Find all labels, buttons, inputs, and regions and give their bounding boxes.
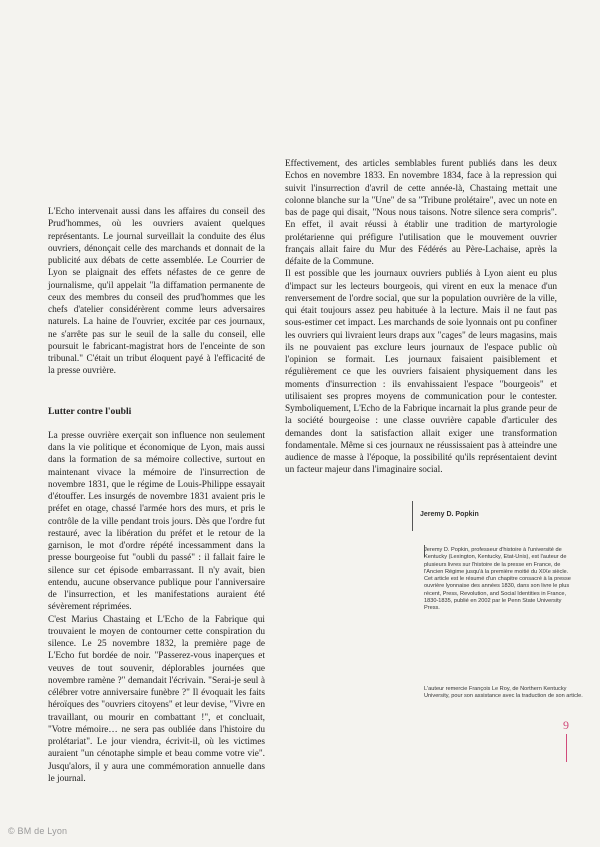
article-right-column — [285, 158, 557, 477]
author-bio-note — [424, 547, 574, 613]
thanks-text: L'auteur remercie François Le Roy, de Northern Kentucky University, pour son assistance avec la traduction de son article. — [424, 685, 583, 699]
page-number: 9 — [563, 718, 569, 732]
paragraph-echos-1833: Effectivement, des articles semblables furent publiés dans les deux Echos en novembre 1833. En novembre 1834, face à la repression qui suivit l'insurrection d'avril de cette année-là, Chastaing mettait une colonne blanche sur la "Une" de sa "Tribune prolétaire", avec un note en bas de page qui disait, "Nous nous taisons. Notre silence sera compris". En effet, il avait réussi à établir une tradition de martyrologie prolétarienne qui préfigure l'utilisation que le mouvement ouvrier français allait faire du Mur des Fédérés au Père-Lachaise, après la défaite de la Commune. — [285, 159, 557, 267]
paragraph-memoire: La presse ouvrière exerçait son influence non seulement dans la vie politique et économique de Lyon, mais aussi dans la formation de sa mémoire collective, surtout en maintenant vivace la mémoire de l'insurrection de novembre 1831, que le régime de Louis-Philippe essayait d'étouffer. Les insurgés de novembre 1831 avaient pris le préfet en otage, chassé l'armée hors des murs, et pris le contrôle de la ville pendant trois jours. Dès que l'ordre fut restauré, avec la libération du préfet et le retour de la garnison, le mot d'ordre répété incessamment dans la presse bourgeoise fut "oubli du passé" : il fallait faire le silence sur cet épisode embarrassant. Il n'y avait, bien entendu, aucune observance publique pour l'anniversaire de l'insurrection, et les manifestations auraient été sévèrement réprimées. — [48, 430, 265, 613]
paragraph-prudhommes: L'Echo intervenait aussi dans les affaires du conseil des Prud'hommes, où les ouvriers avaient quelques représentants. Le journal surveillait la conduite des élus ouvriers, dénonçait celle des marchands et donnait de la publicité aux débats de cette assemblée. Le Courrier de Lyon se plaignait des effets néfastes de ce genre de journalisme, qu'il appelait "la diffamation permanente de ceux des membres du conseil des prud'hommes que les chefs d'atelier considérèrent comme leurs adversaires naturels. La haine de l'ouvrier, excitée par ces journaux, ne s'arrête pas sur le seuil de la salle du conseil, elle poursuit le fabricant-magistrat hors de l'enceinte de son tribunal." C'était un tribut éloquent payé à l'efficacité de la presse ouvrière. — [48, 207, 265, 377]
paragraph-impact: Il est possible que les journaux ouvriers publiés à Lyon aient eu plus d'impact sur les lecteurs bourgeois, qui virent en eux la menace d'un renversement de l'ordre social, que sur la population ouvrière de la ville, qui était toujours assez peu habituée à la lecture. Mais il ne faut pas sous-estimer cet impact. Les marchands de soie lyonnais ont pu confiner les ouvriers qui livraient leurs draps aux "cages" de leurs magasins, mais ils ne pouvaient pas exclure leurs journaux de l'espace public où l'opinion se formait. Les journaux faisaient paisiblement et régulièrement ce que les ouvriers faisaient physiquement dans les moments d'insurrection : ils envahissaient l'espace "bourgeois" et utilisaient ses propres moyens de communication pour le contester. Symboliquement, L'Echo de la Fabrique incarnait la plus grande peur de la société bourgeoise : une classe ouvrière capable d'articuler des demandes dont la satisfaction allait exiger une transformation fondamentale. Même si ces journaux ne réussissaient pas à atteindre une audience de masse à l'époque, la possibilité qu'ils représentaient devint un facteur majeur dans l'imaginaire social. — [285, 269, 557, 476]
bio-text: Jeremy D. Popkin, professeur d'histoire à l'université de Kentucky (Lexington, Kentucky, Etat-Unis), est l'auteur de plusieurs livres sur l'histoire de la presse en France, de l'Ancien Régime jusqu'à la première moitié du XIXe siècle. Cet article est le résumé d'un chapitre consacré à la presse ouvrière lyonnaise des années 1830, dans son livre le plus récent, Press, Revolution, and Social Identities in France, 1830-1835, publié en 2002 par le Penn State University Press. — [424, 547, 571, 612]
article-left-column — [48, 206, 265, 785]
acknowledgement-note — [424, 680, 584, 706]
author-signature: Jeremy D. Popkin — [420, 511, 479, 518]
signature-rule — [412, 501, 413, 531]
paragraph-chastaing: C'est Marius Chastaing et L'Echo de la Fabrique qui trouvaient le moyen de contourner cette conspiration du silence. Le 25 novembre 1832, la première page de L'Echo fut bordée de noir. "Passerez-vous inaperçues et veuves de tout souvenir, déplorables journées que novembre ramène ?" demandait l'écrivain. "Serai-je seul à célébrer votre anniversaire funèbre ?" Il évoquait les faits héroïques des "ouvriers citoyens" et leur devise, "Vivre en travaillant, ou mourir en combattant !", et concluait, "Votre mémoire… ne sera pas oubliée dans l'histoire du prolétariat". Le jour viendra, écrivit-il, où les victimes auraient "un cénotaphe simple et beau comme votre vie". Jusqu'alors, il y aura une commémoration annuelle dans le journal. — [48, 614, 265, 784]
watermark: © BM de Lyon — [8, 826, 68, 836]
section-heading: Lutter contre l'oubli — [48, 405, 132, 417]
page-number-rule — [566, 734, 567, 762]
